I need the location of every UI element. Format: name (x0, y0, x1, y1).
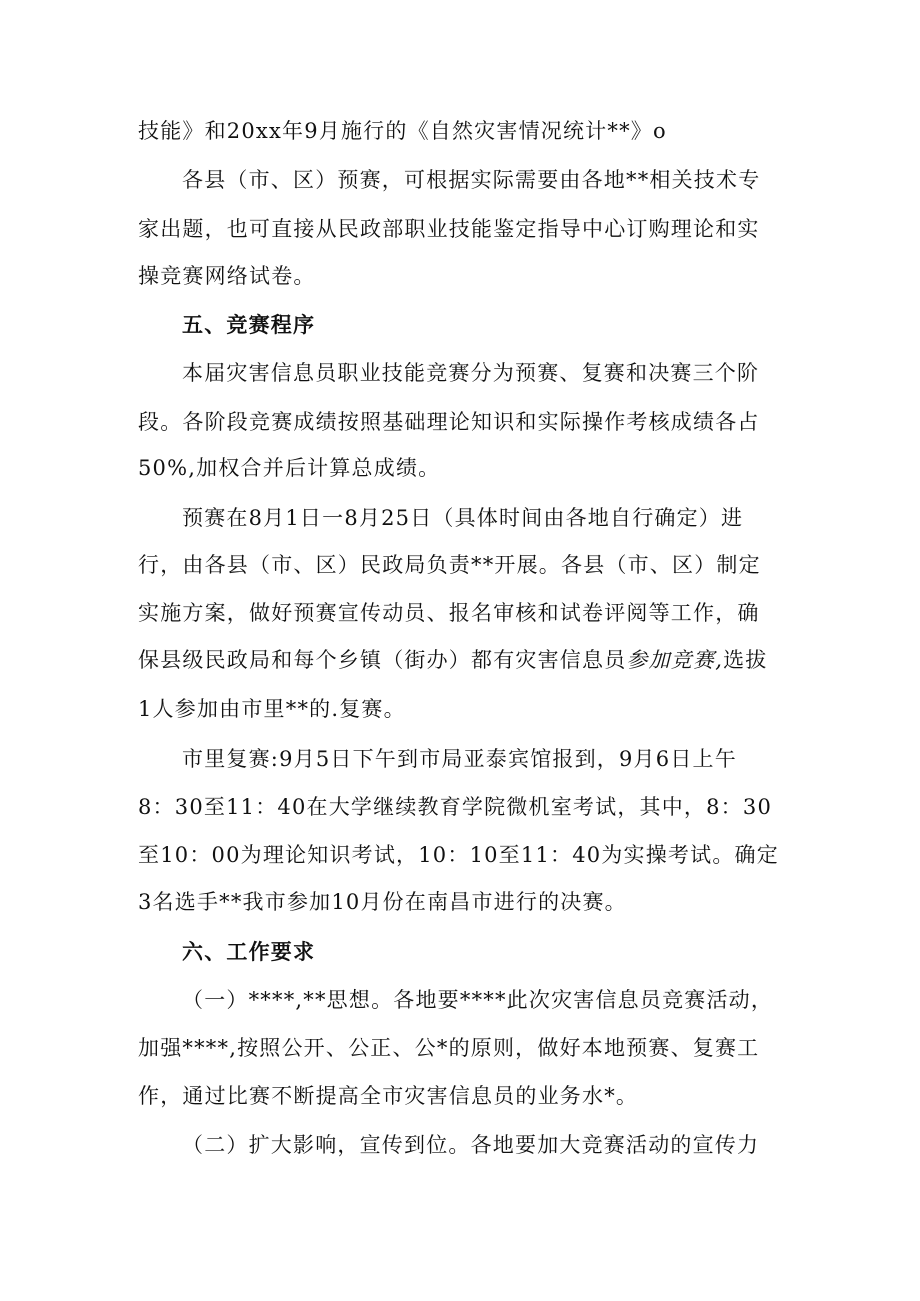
paragraph-line: 作，通过比赛不断提高全市灾害信息员的业务水*。 (138, 1084, 639, 1108)
paragraph-line: 预赛在8月1日一8月25日（具体时间由各地自行确定）进 (182, 506, 744, 530)
paragraph-line: 8：30至11：40在大学继续教育学院微机室考试，其中，8：30 (138, 795, 773, 819)
italic-text: 参加竞赛, (626, 648, 724, 672)
paragraph-line: 1人参加由市里**的.复赛。 (138, 697, 406, 721)
paragraph-line: 50%,加权合并后计算总成绩。 (138, 456, 441, 480)
paragraph-line: 家出题，也可直接从民政部职业技能鉴定指导中心订购理论和实 (138, 217, 760, 241)
paragraph-line (138, 645, 798, 675)
paragraph-line: 至10：00为理论知识考试，10：10至11：40为实操考试。确定 (138, 843, 779, 867)
paragraph-line: 加强****,按照公开、公正、公*的原则，做好本地预赛、复赛工 (138, 1036, 760, 1060)
paragraph-line: 段。各阶段竞赛成绩按照基础理论知识和实际操作考核成绩各占 (138, 410, 760, 434)
section-heading: 六、工作要求 (182, 940, 316, 964)
paragraph-line: 操竞赛网络试卷。 (138, 264, 316, 288)
paragraph-line: （一）****,**思想。各地要****此次灾害信息员竞赛活动， (182, 988, 774, 1012)
paragraph-line: 本届灾害信息员职业技能竞赛分为预赛、复赛和决赛三个阶 (182, 361, 760, 385)
paragraph-line: 技能》和20xx年9月施行的《自然灾害情况统计**》o (138, 119, 667, 143)
line-segment: 保县级民政局和每个乡镇（街办）都有灾害信息员 (138, 648, 627, 672)
paragraph-line: 市里复赛:9月5日下午到市局亚泰宾馆报到，9月6日上午 (182, 747, 737, 771)
paragraph-line: （二）扩大影响，宣传到位。各地要加大竞赛活动的宣传力 (182, 1133, 760, 1157)
paragraph-line: 实施方案，做好预赛宣传动员、报名审核和试卷评阅等工作，确 (138, 601, 760, 625)
section-heading: 五、竞赛程序 (182, 313, 316, 337)
paragraph-line: 3名选手**我市参加10月份在南昌市进行的决赛。 (138, 890, 627, 914)
line-segment: 选拔 (723, 648, 768, 672)
paragraph-line: 各县（市、区）预赛，可根据实际需要由各地**相关技术专 (182, 168, 761, 192)
paragraph-line: 行，由各县（市、区）民政局负责**开展。各县（市、区）制定 (138, 553, 761, 577)
